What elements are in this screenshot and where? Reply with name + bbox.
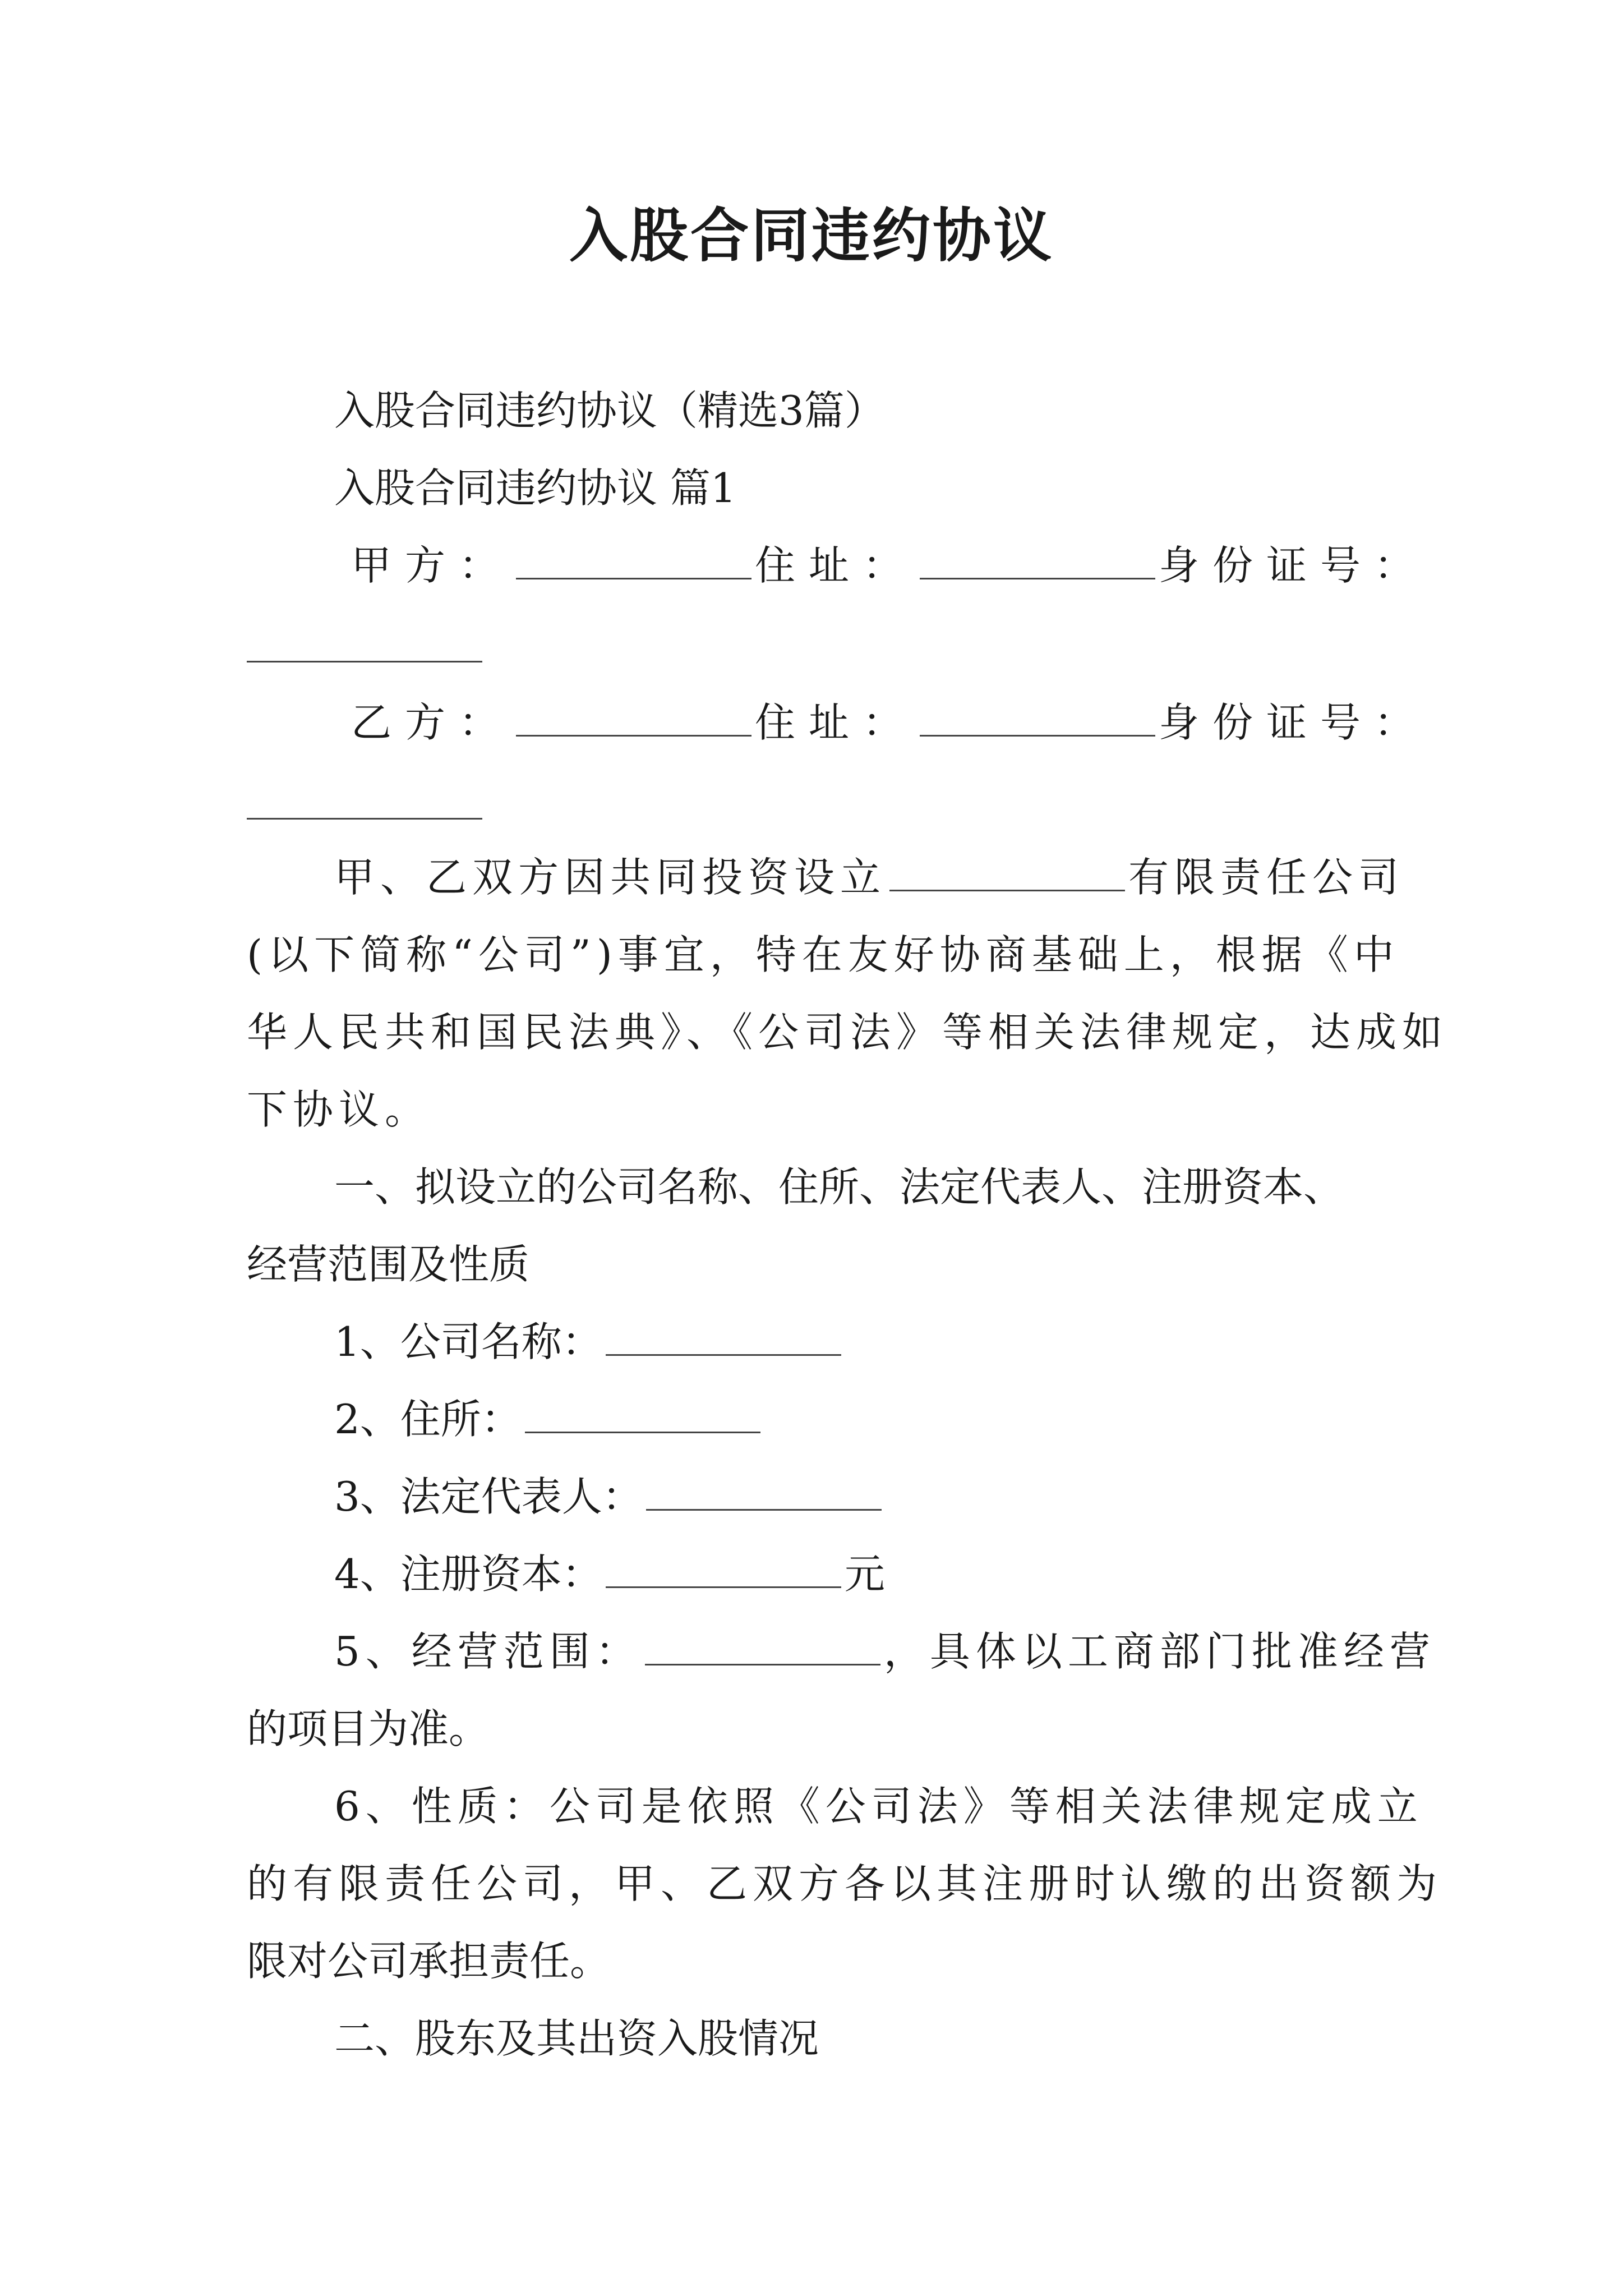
party-b-id-label: 身份证号： [1159,699,1428,746]
clause-1-item-6-line-2: 的有限责任公司，甲、乙双方各以其注册时认缴的出资额为 [247,1860,1443,1907]
clause-2-heading: 二、股东及其出资入股情况 [334,2015,819,2062]
document-subtitle: 入股合同违约协议（精选3篇） [334,387,885,434]
intro-line-3: 华人民共和国民法典》、《公司法》等相关法律规定，达成如 [247,1009,1449,1056]
party-a-row [351,541,1428,590]
clause-1-item-6-line-1: 6、性质：公司是依照《公司法》等相关法律规定成立 [334,1783,1423,1830]
clause-1-item-4 [334,1549,885,1599]
residence-blank [525,1398,760,1433]
party-a-address-label: 住址： [755,542,917,589]
intro-line-2: (以下简称“公司”)事宜，特在友好协商基础上，根据《中 [247,931,1400,978]
legal-representative-blank [646,1475,882,1511]
clause-1-item-2 [334,1395,764,1444]
clause-1-item-6-line-3: 限对公司承担责任。 [247,1938,611,1985]
company-name-blank [889,856,1125,891]
intro-line-4: 下协议。 [247,1086,431,1133]
document-title: 入股合同违约协议 [569,201,1054,270]
company-name-label: 1、公司名称： [334,1318,602,1365]
party-a-address-blank [920,544,1155,579]
party-a-name-blank [516,544,751,579]
clause-1-heading-line-1: 一、拟设立的公司名称、住所、法定代表人、注册资本、 [334,1163,1344,1211]
clause-1-item-3 [334,1472,885,1521]
business-scope-text: ，具体以工商部门批准经营 [883,1628,1436,1675]
company-name-field-blank [606,1320,841,1356]
party-b-id-blank [247,818,482,820]
clause-1-item-1 [334,1317,845,1366]
registered-capital-unit: 元 [844,1550,885,1598]
business-scope-blank [645,1630,880,1665]
party-a-id-label: 身份证号： [1159,542,1428,589]
registered-capital-label: 4、注册资本： [334,1550,602,1598]
legal-representative-label: 3、法定代表人： [334,1473,643,1520]
party-a-label: 甲方： [351,542,513,589]
clause-1-item-5 [334,1627,1436,1676]
intro-line-1 [334,853,1404,902]
party-b-label: 乙方： [351,699,513,746]
party-b-row [351,698,1428,747]
party-b-name-blank [516,701,751,737]
clause-1-item-5-line-2: 的项目为准。 [247,1705,490,1752]
intro-line-1-end: 有限责任公司 [1128,854,1405,901]
residence-label: 2、住所： [334,1396,522,1443]
party-b-address-blank [920,701,1155,737]
clause-1-heading-line-2: 经营范围及性质 [247,1241,530,1288]
registered-capital-blank [606,1553,841,1588]
intro-line-1-start: 甲、乙双方因共同投资设立 [334,854,887,901]
section-heading: 入股合同违约协议 篇1 [334,464,736,512]
party-b-address-label: 住址： [755,699,917,746]
business-scope-label: 5、经营范围： [334,1628,642,1675]
party-a-id-blank [247,661,482,662]
